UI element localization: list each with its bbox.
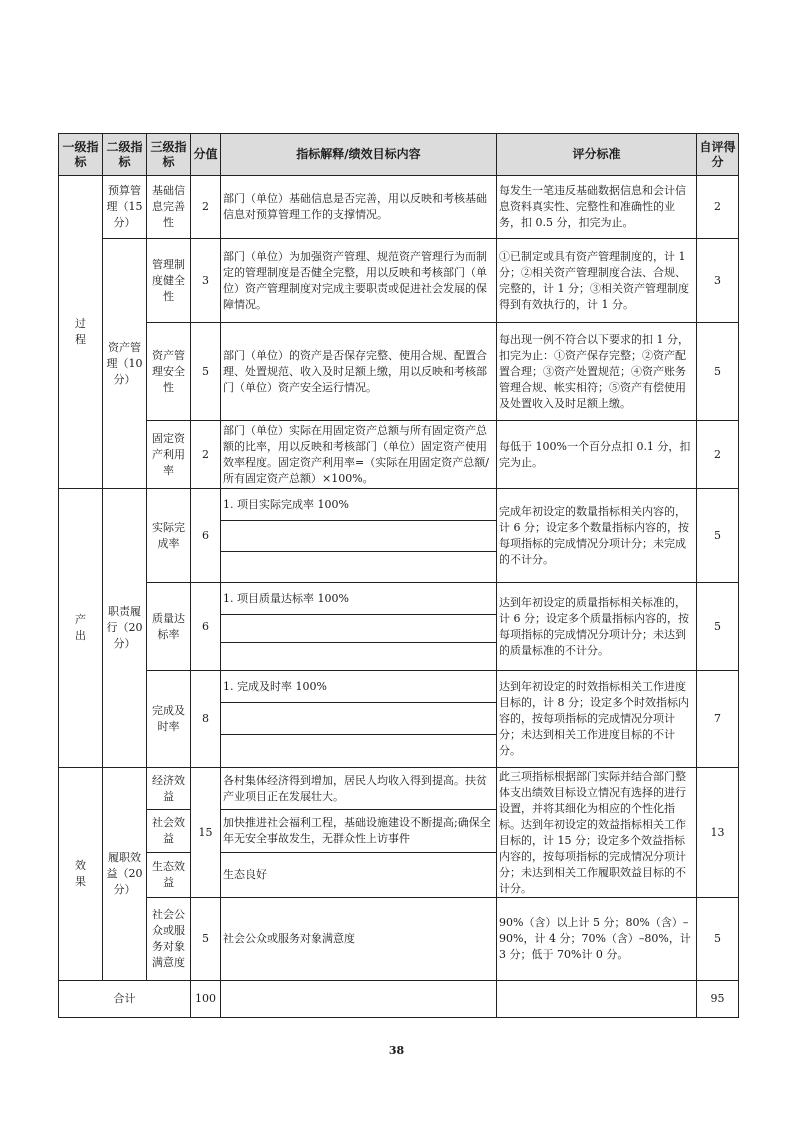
table-row	[59, 768, 739, 810]
table-row	[59, 489, 739, 521]
criteria-cell: 达到年初设定的质量指标相关标准的，计 6 分；设定多个质量指标内容的，按每项指标的完成情况分项计分；未达到的质量标准的不计分。	[497, 583, 697, 671]
indicator-cell: 部门（单位）实际在用固定资产总额与所有固定资产总额的比率，用以反映和考核部门（单位）固定资产使用效率程度。固定资产利用率=（实际在用固定资产总额/所有固定资产总额）×100%。	[221, 421, 497, 489]
level3-cell: 完成及时率	[147, 671, 191, 768]
criteria-cell: 每低于 100%一个百分点扣 0.1 分，扣完为止。	[497, 421, 697, 489]
indicator-cell: 生态良好	[221, 853, 497, 898]
level3-cell: 经济效益	[147, 768, 191, 810]
header-level2: 二级指标	[103, 134, 147, 176]
level1-process: 过程	[75, 317, 86, 346]
table-row	[59, 421, 739, 489]
self-score-cell: 7	[697, 671, 739, 768]
criteria-cell: 完成年初设定的数量指标相关内容的，计 6 分；设定多个数量指标内容的，按每项指标的完成情况分项计分；未完成的不计分。	[497, 489, 697, 583]
score-cell: 6	[191, 489, 221, 583]
self-score-cell: 5	[697, 583, 739, 671]
criteria-cell: 每出现一例不符合以下要求的扣 1 分，扣完为止：①资产保存完整；②资产配置合理；③资产处置规范；④资产账务管理合规、帐实相符；⑤资产有偿使用及处置收入及时足额上缴。	[497, 323, 697, 421]
table-row	[59, 671, 739, 703]
level2-assets: 资产管理（10分）	[103, 239, 147, 489]
empty-cell	[221, 735, 497, 768]
score-cell: 15	[191, 768, 221, 898]
criteria-cell: 此三项指标根据部门实际并结合部门整体支出绩效目标设立情况有选择的进行设置，并将其细化为相应的个性化指标。达到年初设定的效益指标相关工作目标的，计 15 分；设定多个效益指标内容的，按每项指标的完成情况分项计分；未达到相关工作履职效益目标的不计分。	[497, 768, 697, 898]
level3-cell: 实际完成率	[147, 489, 191, 583]
score-cell: 3	[191, 239, 221, 323]
total-label: 合计	[59, 981, 191, 1018]
indicator-cell: 各村集体经济得到增加，居民人均收入得到提高。扶贫产业项目正在发展壮大。	[221, 768, 497, 810]
self-score-cell: 2	[697, 176, 739, 239]
table-row	[59, 239, 739, 323]
indicator-cell: 1. 完成及时率 100%	[221, 671, 497, 703]
level1-output: 产出	[75, 613, 86, 642]
level2-benefit: 履职效益（20分）	[103, 768, 147, 981]
page-number: 38	[388, 1044, 405, 1057]
score-cell: 5	[191, 898, 221, 981]
self-score-cell: 5	[697, 323, 739, 421]
total-self-score: 95	[697, 981, 739, 1018]
level3-cell: 管理制度健全性	[147, 239, 191, 323]
indicator-cell: 部门（单位）基础信息是否完善，用以反映和考核基础信息对预算管理工作的支撑情况。	[221, 176, 497, 239]
header-level3: 三级指标	[147, 134, 191, 176]
level2-duty: 职责履行（20分）	[103, 489, 147, 768]
level3-cell: 质量达标率	[147, 583, 191, 671]
level3-cell: 基础信息完善性	[147, 176, 191, 239]
self-score-cell: 5	[697, 898, 739, 981]
indicator-cell: 1. 项目质量达标率 100%	[221, 583, 497, 615]
empty-cell	[221, 615, 497, 643]
table-row	[59, 898, 739, 981]
level3-cell: 资产管理安全性	[147, 323, 191, 421]
criteria-cell: ①已制定或具有资产管理制度的，计 1 分；②相关资产管理制度合法、合规、完整的，计 1 分；③相关资产管理制度得到有效执行的，计 1 分。	[497, 239, 697, 323]
header-score: 分值	[191, 134, 221, 176]
total-score: 100	[191, 981, 221, 1018]
criteria-cell: 达到年初设定的时效指标相关工作进度目标的，计 8 分；设定多个时效指标内容的，按每项指标的完成情况分项计分；未达到相关工作进度目标的不计分。	[497, 671, 697, 768]
self-score-cell: 13	[697, 768, 739, 898]
indicator-cell: 1. 项目实际完成率 100%	[221, 489, 497, 521]
evaluation-table	[58, 133, 739, 1018]
criteria-cell: 每发生一笔违反基础数据信息和会计信息资料真实性、完整性和准确性的业务，扣 0.5 分，扣完为止。	[497, 176, 697, 239]
header-level1: 一级指标	[59, 134, 103, 176]
empty-cell	[221, 521, 497, 552]
indicator-cell: 部门（单位）为加强资产管理、规范资产管理行为而制定的管理制度是否健全完整，用以反映和考核部门（单位）资产管理制度对完成主要职责或促进社会发展的保障情况。	[221, 239, 497, 323]
level3-cell: 社会效益	[147, 810, 191, 853]
empty-cell	[497, 981, 697, 1018]
table-row	[59, 583, 739, 615]
score-cell: 5	[191, 323, 221, 421]
header-row	[59, 134, 739, 176]
empty-cell	[221, 703, 497, 735]
self-score-cell: 2	[697, 421, 739, 489]
score-cell: 2	[191, 176, 221, 239]
criteria-cell: 90%（含）以上计 5 分；80%（含）–90%，计 4 分；70%（含）–80%，计 3 分；低于 70%计 0 分。	[497, 898, 697, 981]
level1-effect: 效果	[75, 859, 86, 888]
level3-cell: 固定资产利用率	[147, 421, 191, 489]
self-score-cell: 3	[697, 239, 739, 323]
level2-budget: 预算管理（15分）	[103, 176, 147, 239]
self-score-cell: 5	[697, 489, 739, 583]
level3-cell: 社会公众或服务对象满意度	[147, 898, 191, 981]
score-cell: 2	[191, 421, 221, 489]
empty-cell	[221, 643, 497, 671]
indicator-cell: 社会公众或服务对象满意度	[221, 898, 497, 981]
header-criteria: 评分标准	[497, 134, 697, 176]
indicator-cell: 部门（单位）的资产是否保存完整、使用合规、配置合理、处置规范、收入及时足额上缴，用以反映和考核部门（单位）资产安全运行情况。	[221, 323, 497, 421]
table-row	[59, 176, 739, 239]
total-row	[59, 981, 739, 1018]
empty-cell	[221, 552, 497, 583]
score-cell: 8	[191, 671, 221, 768]
header-indicator: 指标解释/绩效目标内容	[221, 134, 497, 176]
level3-cell: 生态效益	[147, 853, 191, 898]
table-row	[59, 323, 739, 421]
header-self-score: 自评得分	[697, 134, 739, 176]
indicator-cell: 加快推进社会福利工程，基础设施建设不断提高;确保全年无安全事故发生，无群众性上访事件	[221, 810, 497, 853]
score-cell: 6	[191, 583, 221, 671]
empty-cell	[221, 981, 497, 1018]
